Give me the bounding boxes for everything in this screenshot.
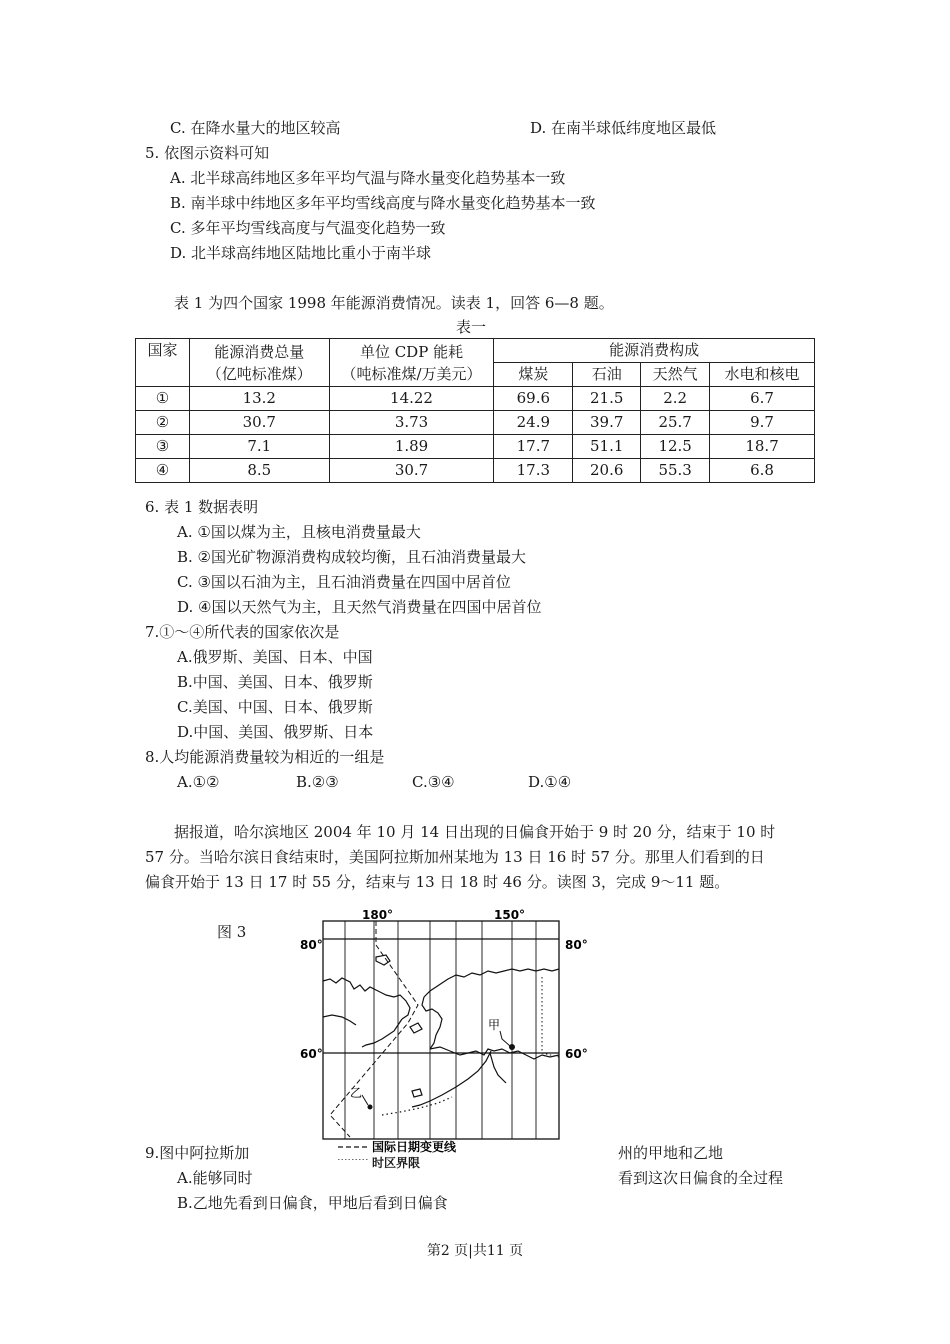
cell-hydro: 18.7	[710, 435, 815, 459]
eclipse-passage-line3: 偏食开始于 13 日 17 时 55 分，结束与 13 日 18 时 46 分。读图 3，完成 9～11 题。	[145, 873, 730, 891]
table-row	[136, 411, 815, 435]
q6-option-b: B. ②国光矿物源消费构成较均衡，且石油消费量最大	[177, 548, 527, 566]
energy-table	[135, 338, 815, 483]
cell-total: 13.2	[189, 387, 329, 411]
page-footer: 第2 页|共11 页	[426, 1243, 524, 1259]
q5-option-c: C. 多年平均雪线高度与气温变化趋势一致	[170, 219, 446, 237]
q8-stem: 8.人均能源消费量较为相近的一组是	[145, 748, 385, 766]
header-unit-line1: 单位 CDP 能耗	[359, 342, 464, 361]
cell-oil: 21.5	[573, 387, 641, 411]
header-coal: 煤炭	[494, 363, 573, 387]
place-yi-dot	[368, 1105, 373, 1110]
lon-label-180: 180°	[362, 908, 394, 922]
cell-country: ④	[136, 459, 190, 483]
cell-oil: 51.1	[573, 435, 641, 459]
header-unit-line2: （吨标准煤/万美元）	[341, 364, 482, 383]
q8-option-a: A.①②	[177, 773, 220, 791]
cell-unit: 3.73	[329, 411, 494, 435]
lon-label-150: 150°	[494, 908, 526, 922]
cell-gas: 55.3	[641, 459, 710, 483]
cell-hydro: 6.7	[710, 387, 815, 411]
cell-unit: 14.22	[329, 387, 494, 411]
place-yi-leader	[362, 1095, 368, 1105]
place-jia-label: 甲	[488, 1018, 501, 1032]
place-jia-dot	[509, 1044, 515, 1050]
header-unit	[329, 339, 494, 387]
table-caption: 表一	[456, 318, 487, 336]
q5-stem: 5. 依图示资料可知	[145, 144, 270, 162]
lat-label-60-left: 60°	[300, 1047, 323, 1061]
table-row	[136, 387, 815, 411]
cell-country: ③	[136, 435, 190, 459]
cell-oil: 39.7	[573, 411, 641, 435]
cell-gas: 25.7	[641, 411, 710, 435]
header-country: 国家	[136, 339, 190, 387]
lat-label-60-right: 60°	[565, 1047, 588, 1061]
figure3-label: 图 3	[217, 923, 247, 941]
q9-option-b: B.乙地先看到日偏食，甲地后看到日偏食	[177, 1194, 448, 1212]
coastline	[323, 955, 559, 1107]
header-total-line2: （亿吨标准煤）	[206, 364, 312, 383]
cell-total: 7.1	[189, 435, 329, 459]
q9-option-a-left: A.能够同时	[177, 1169, 253, 1187]
cell-total: 30.7	[189, 411, 329, 435]
q7-option-a: A.俄罗斯、美国、日本、中国	[177, 648, 373, 666]
map-grid	[323, 921, 559, 1139]
cell-total: 8.5	[189, 459, 329, 483]
header-gas: 天然气	[641, 363, 710, 387]
q6-option-a: A. ①国以煤为主，且核电消费量最大	[177, 523, 421, 541]
q7-option-d: D.中国、美国、俄罗斯、日本	[177, 723, 374, 741]
cell-coal: 24.9	[494, 411, 573, 435]
table-row	[136, 459, 815, 483]
table-row	[136, 435, 815, 459]
lat-label-80-left: 80°	[300, 938, 323, 952]
eclipse-passage-line2: 57 分。当哈尔滨日食结束时，美国阿拉斯加州某地为 13 日 16 时 57 分。那里人们看到的日	[145, 848, 765, 866]
q9-stem-right: 州的甲地和乙地	[618, 1144, 724, 1162]
cell-hydro: 6.8	[710, 459, 815, 483]
eclipse-passage-line1: 据报道，哈尔滨地区 2004 年 10 月 14 日出现的日偏食开始于 9 时 20 分，结束于 10 时	[174, 823, 776, 841]
q5-option-a: A. 北半球高纬地区多年平均气温与降水量变化趋势基本一致	[170, 169, 566, 187]
lat-label-80-right: 80°	[565, 938, 588, 952]
cell-gas: 2.2	[641, 387, 710, 411]
q4-option-c: C. 在降水量大的地区较高	[170, 119, 341, 137]
header-hydro: 水电和核电	[710, 363, 815, 387]
cell-country: ①	[136, 387, 190, 411]
q8-option-d: D.①④	[528, 773, 572, 791]
q9-option-a-right: 看到这次日偏食的全过程	[618, 1169, 784, 1187]
cell-unit: 30.7	[329, 459, 494, 483]
header-structure: 能源消费构成	[494, 339, 815, 363]
figure3-map	[290, 905, 620, 1160]
q7-option-c: C.美国、中国、日本、俄罗斯	[177, 698, 373, 716]
q7-stem: 7.①～④所代表的国家依次是	[145, 623, 340, 641]
q8-option-b: B.②③	[296, 773, 339, 791]
cell-gas: 12.5	[641, 435, 710, 459]
cell-coal: 17.7	[494, 435, 573, 459]
q6-stem: 6. 表 1 数据表明	[145, 498, 259, 516]
q9-stem-left: 9.图中阿拉斯加	[145, 1144, 250, 1162]
place-yi-label: 乙	[350, 1086, 363, 1100]
table-header-row	[136, 339, 815, 363]
cell-coal: 17.3	[494, 459, 573, 483]
place-jia-leader	[500, 1031, 510, 1046]
legend-timezone-label: 时区界限	[372, 1156, 421, 1170]
cell-coal: 69.6	[494, 387, 573, 411]
q7-option-b: B.中国、美国、日本、俄罗斯	[177, 673, 373, 691]
q8-option-c: C.③④	[412, 773, 455, 791]
header-oil: 石油	[573, 363, 641, 387]
q6-option-c: C. ③国以石油为主，且石油消费量在四国中居首位	[177, 573, 511, 591]
header-total-line1: 能源消费总量	[214, 342, 305, 361]
cell-oil: 20.6	[573, 459, 641, 483]
cell-unit: 1.89	[329, 435, 494, 459]
cell-country: ②	[136, 411, 190, 435]
q5-option-b: B. 南半球中纬地区多年平均雪线高度与降水量变化趋势基本一致	[170, 194, 596, 212]
cell-hydro: 9.7	[710, 411, 815, 435]
table-intro: 表 1 为四个国家 1998 年能源消费情况。读表 1，回答 6—8 题。	[174, 294, 614, 312]
q4-option-d: D. 在南半球低纬度地区最低	[530, 119, 717, 137]
q6-option-d: D. ④国以天然气为主，且天然气消费量在四国中居首位	[177, 598, 542, 616]
q5-option-d: D. 北半球高纬地区陆地比重小于南半球	[170, 244, 432, 262]
header-total	[189, 339, 329, 387]
legend-dateline-label: 国际日期变更线	[372, 1140, 457, 1154]
